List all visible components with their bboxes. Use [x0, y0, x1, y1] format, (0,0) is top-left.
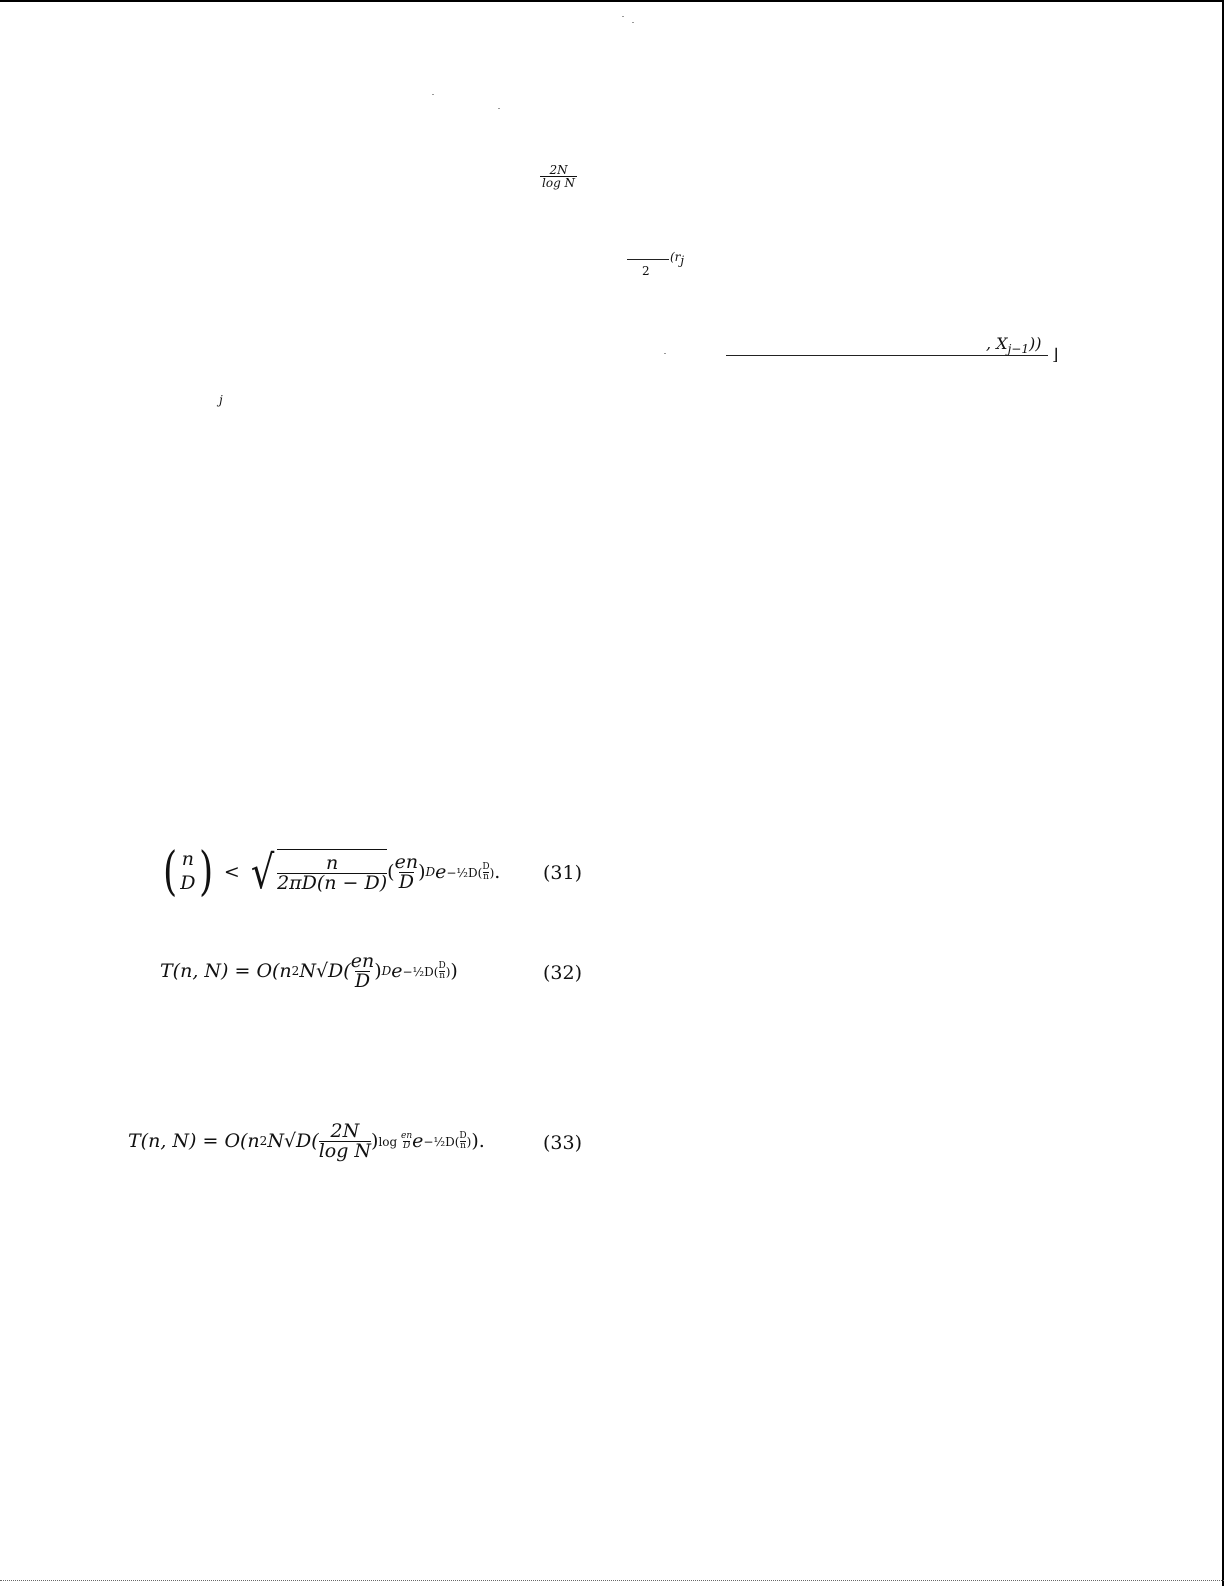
square-root: √ $\frac{n}{2\pi D(n - D)}$	[250, 845, 388, 899]
en-denominator: D	[354, 969, 371, 992]
scan-speck	[498, 108, 500, 109]
mid-term: N√D(	[299, 959, 351, 982]
scan-speck	[432, 94, 434, 95]
squared: 2	[291, 964, 300, 978]
sqrt-denominator: 2πD(n − D)	[277, 872, 388, 894]
page-top-border	[0, 0, 1224, 2]
lone-j: j	[219, 393, 223, 407]
frac-numerator: 2N	[330, 1119, 360, 1142]
less-than: <	[223, 860, 240, 883]
equation-number-32: (32)	[543, 962, 583, 984]
r-j-term	[670, 251, 684, 266]
x-j-minus-1-term	[986, 336, 1041, 355]
close-paren: )	[371, 1129, 379, 1152]
equation-33	[128, 1118, 485, 1164]
frac-denominator: log N	[318, 1139, 372, 1162]
en-numerator: en	[350, 949, 375, 972]
close-parens: ))	[1028, 334, 1042, 353]
exponent: −½D( $\frac{D}{n}$ )	[446, 861, 495, 882]
fraction-numerator: 2N	[549, 163, 568, 177]
scan-speck	[622, 16, 624, 17]
equation-32	[160, 950, 458, 992]
sqrt-numerator: n	[325, 852, 339, 874]
j-subscript: j	[680, 253, 685, 268]
equation-31: ( n D ) < √ $\frac{n}{2\pi D(n - D)}$ ( $\frac{en}{D}$ ) D e −½D( $\frac{D}{n}$ ) .	[160, 842, 500, 902]
fraction-bar	[627, 259, 669, 260]
equation-period: .	[494, 860, 501, 883]
close-paren-final: )	[450, 959, 458, 982]
close-paren: )	[374, 959, 382, 982]
equation-number-31: (31)	[543, 862, 583, 884]
scan-speck	[664, 353, 666, 354]
power-log: log $\frac{en}{D}$	[378, 1130, 413, 1151]
r-term: (r	[670, 250, 681, 264]
en-numerator: en	[394, 850, 419, 873]
j-minus-1-subscript: j−1	[1007, 342, 1029, 357]
equation-end: ).	[471, 1129, 485, 1152]
x-term: , X	[986, 334, 1008, 353]
e-symbol: e	[435, 860, 447, 883]
fraction-2n-over-log-n	[540, 164, 577, 189]
mid-term: N√D(	[267, 1129, 319, 1152]
page-bottom-border	[0, 1580, 1224, 1582]
exponent: −½D( $\frac{D}{n}$ )	[423, 1130, 472, 1151]
exponent: −½D( $\frac{D}{n}$ )	[402, 960, 451, 981]
fraction-denominator: log N	[542, 176, 576, 190]
lhs: T(n, N) = O(n	[160, 959, 292, 982]
lhs: T(n, N) = O(n	[128, 1129, 260, 1152]
power-d: D	[425, 865, 436, 879]
fraction-denominator-two: 2	[642, 264, 650, 278]
binomial: ( n D )	[163, 842, 213, 902]
binomial-top: n	[181, 848, 195, 871]
binomial-bottom: D	[180, 872, 196, 894]
floor-bracket: ⌋	[1052, 345, 1059, 364]
power-d: D	[381, 964, 392, 978]
en-denominator: D	[398, 870, 414, 893]
e-symbol: e	[391, 959, 403, 982]
squared: 2	[259, 1134, 268, 1148]
equation-number-33: (33)	[543, 1132, 583, 1154]
e-symbol: e	[412, 1129, 424, 1152]
scan-speck	[632, 22, 634, 23]
